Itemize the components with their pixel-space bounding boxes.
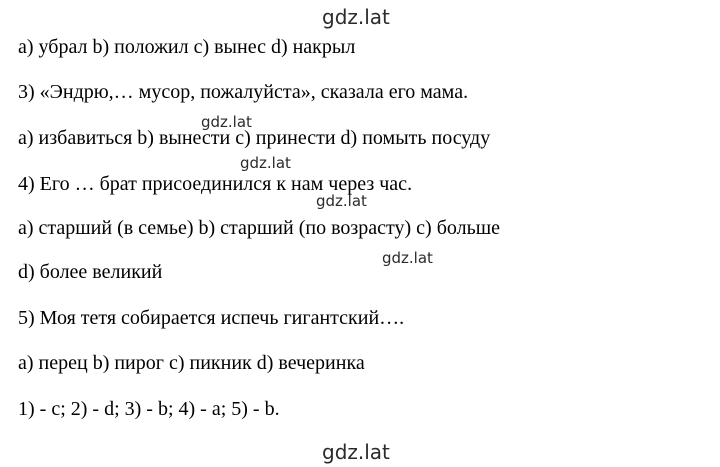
question-3: 3) «Эндрю,… мусор, пожалуйста», сказала его мама.	[18, 81, 469, 103]
question-4: 4) Его … брат присоединился к нам через час.	[18, 173, 413, 195]
watermark-bottom: gdz.lat	[322, 440, 390, 464]
watermark-top: gdz.lat	[322, 5, 390, 29]
watermark-mid-3: gdz.lat	[316, 192, 367, 210]
option-line-q3: a) избавиться b) вынести c) принести d) помыть посуду	[18, 127, 491, 149]
watermark-mid-4: gdz.lat	[382, 249, 433, 267]
question-5: 5) Моя тетя собирается испечь гигантский….	[18, 307, 405, 329]
option-line-q2: a) убрал b) положил c) вынес d) накрыл	[18, 36, 356, 58]
option-line-q5: a) перец b) пирог c) пикник d) вечеринка	[18, 352, 365, 374]
answer-key: 1) - c; 2) - d; 3) - b; 4) - a; 5) - b.	[18, 398, 280, 420]
watermark-mid-2: gdz.lat	[240, 154, 291, 172]
option-line-q4: a) старший (в семье) b) старший (по возрасту) c) больше	[18, 217, 500, 239]
option-line-q4-cont: d) более великий	[18, 261, 163, 283]
watermark-mid-1: gdz.lat	[201, 113, 252, 131]
